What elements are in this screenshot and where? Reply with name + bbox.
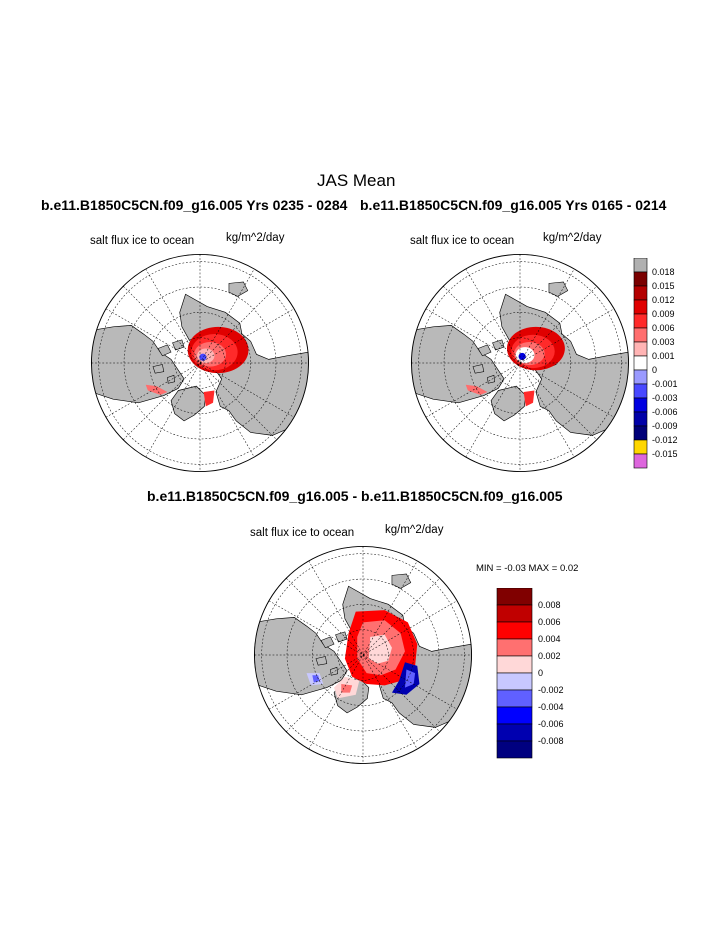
top-colorbar-tick-label: 0.018 [652, 267, 675, 278]
difference-colorbar-tick-label: -0.002 [538, 685, 564, 696]
difference-colorbar-swatch [497, 724, 532, 741]
top-right-polar-map [410, 253, 630, 473]
difference-colorbar-tick-label: 0.008 [538, 600, 561, 611]
top-colorbar-tick-label: 0.009 [652, 309, 675, 320]
top-colorbar-swatches [634, 258, 647, 468]
difference-colorbar-swatches [497, 588, 532, 758]
top-colorbar-swatch [634, 370, 647, 384]
top-colorbar-tick-label: -0.015 [652, 449, 678, 460]
difference-colorbar-swatch [497, 741, 532, 758]
top-colorbar-tick-label: -0.001 [652, 379, 678, 390]
difference-colorbar-tick-label: 0 [538, 668, 544, 679]
top-left-polar-map [90, 253, 310, 473]
top-colorbar-swatch [634, 258, 647, 272]
difference-title: b.e11.B1850C5CN.f09_g16.005 - b.e11.B1850C5CN.f09_g16.005 [147, 488, 563, 504]
top-left-units-label: kg/m^2/day [226, 232, 285, 244]
top-right-units-label: kg/m^2/day [543, 232, 602, 244]
top-colorbar-tick-label: 0.001 [652, 351, 675, 362]
top-left-variable-label: salt flux ice to ocean [90, 235, 195, 247]
difference-colorbar-tick-label: 0.006 [538, 617, 561, 628]
difference-colorbar-tick-label: -0.006 [538, 719, 564, 730]
difference-variable-label: salt flux ice to ocean [250, 527, 355, 539]
top-colorbar-swatch [634, 412, 647, 426]
difference-units-label: kg/m^2/day [385, 524, 444, 536]
top-colorbar-swatch [634, 454, 647, 468]
difference-colorbar-tick-label: -0.004 [538, 702, 564, 713]
minmax-readout: MIN = -0.03 MAX = 0.02 [476, 563, 579, 574]
top-colorbar-tick-label: -0.009 [652, 421, 678, 432]
difference-colorbar-swatch [497, 690, 532, 707]
difference-colorbar-swatch [497, 707, 532, 724]
top-colorbar-labels [652, 267, 678, 459]
top-colorbar-swatch [634, 398, 647, 412]
top-colorbar-swatch [634, 286, 647, 300]
difference-colorbar-tick-label: -0.008 [538, 736, 564, 747]
difference-colorbar-labels [538, 600, 564, 746]
difference-colorbar-swatch [497, 673, 532, 690]
top-colorbar-tick-label: 0 [652, 365, 658, 376]
top-colorbar-swatch [634, 426, 647, 440]
difference-colorbar-swatch [497, 605, 532, 622]
top-colorbar-tick-label: -0.012 [652, 435, 678, 446]
top-colorbar-tick-label: -0.003 [652, 393, 678, 404]
top-right-case-title: b.e11.B1850C5CN.f09_g16.005 Yrs 0165 - 0214 [360, 197, 667, 213]
top-colorbar-tick-label: 0.015 [652, 281, 675, 292]
top-colorbar-swatch [634, 328, 647, 342]
top-colorbar [633, 258, 723, 476]
difference-colorbar-tick-label: 0.004 [538, 634, 561, 645]
top-colorbar-tick-label: 0.003 [652, 337, 675, 348]
top-right-variable-label: salt flux ice to ocean [410, 235, 515, 247]
top-left-case-title: b.e11.B1850C5CN.f09_g16.005 Yrs 0235 - 0284 [41, 197, 348, 213]
difference-colorbar-swatch [497, 656, 532, 673]
difference-colorbar-tick-label: 0.002 [538, 651, 561, 662]
top-colorbar-swatch [634, 300, 647, 314]
difference-colorbar [496, 588, 596, 763]
top-colorbar-swatch [634, 272, 647, 286]
top-colorbar-tick-label: 0.012 [652, 295, 675, 306]
top-colorbar-swatch [634, 440, 647, 454]
top-colorbar-swatch [634, 314, 647, 328]
top-colorbar-tick-label: 0.006 [652, 323, 675, 334]
difference-polar-map [253, 545, 473, 765]
difference-colorbar-swatch [497, 639, 532, 656]
difference-colorbar-swatch [497, 588, 532, 605]
top-colorbar-tick-label: -0.006 [652, 407, 678, 418]
top-colorbar-swatch [634, 342, 647, 356]
main-title: JAS Mean [317, 171, 396, 190]
top-colorbar-swatch [634, 384, 647, 398]
top-colorbar-swatch [634, 356, 647, 370]
difference-colorbar-swatch [497, 622, 532, 639]
